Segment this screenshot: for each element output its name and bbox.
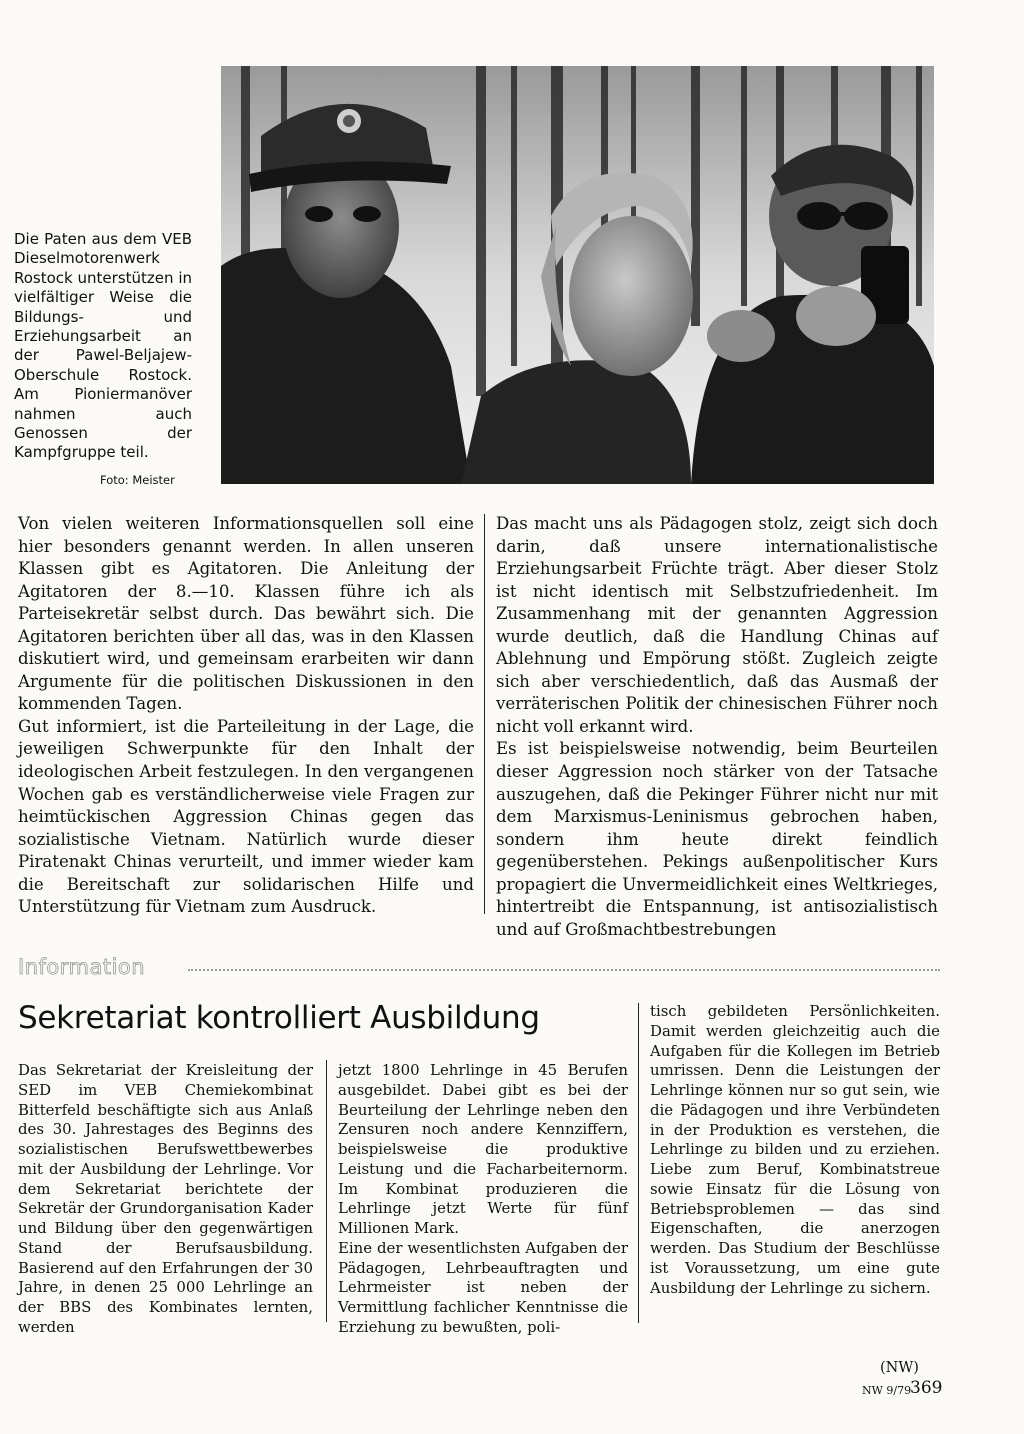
article1-column-2 <box>496 513 938 941</box>
photo-pioneer-maneuver <box>221 66 934 484</box>
article1-column-1 <box>18 513 474 919</box>
article2-paragraph: Das Sekretariat der Kreisleitung der SED im VEB Chemiekombinat Bitterfeld beschäftigte sich aus Anlaß des 30. Jahrestages des Beginns des sozialistischen Berufswettbewerbes mit der Ausbildung der Lehrlinge. Vor dem Sekretariat berichtete der Sekretär der Grundorganisation Kader und Bildung über den gegenwärtigen Stand der Berufsausbildung. Basierend auf den Erfahrungen der 30 Jahre, in denen 25 000 Lehrlinge an der BBS des Kombinates lernten, werden <box>18 1061 313 1336</box>
section-label: Information <box>18 955 146 979</box>
article2-column-3 <box>650 1002 940 1298</box>
article2-column-2 <box>338 1061 628 1338</box>
issue-label: NW 9/79 <box>862 1384 912 1397</box>
section-rule <box>188 969 940 971</box>
photo-credit: Foto: Meister <box>100 473 175 487</box>
photo-illustration <box>221 66 934 484</box>
article2-signature: (NW) <box>880 1360 919 1376</box>
photo-caption: Die Paten aus dem VEB Dieselmotorenwerk Rostock unterstützen in vielfältiger Weise die Bildungs- und Erziehungsarbeit an der Pawel-Beljajew-Oberschule Rostock. Am Pioniermanöver nahmen auch Genossen der Kampfgruppe teil. <box>14 230 192 462</box>
article2-column-1 <box>18 1061 313 1338</box>
page-number: 369 <box>910 1378 943 1398</box>
article2-paragraph: tisch gebildeten Persönlichkeiten. Damit werden gleichzeitig auch die Aufgaben für die Kollegen im Betrieb umrissen. Denn die Leistungen der Lehrlinge können nur so gut sein, wie die Pädagogen und ihre Verbündeten in der Produktion es verstehen, die Lehrlinge zu bilden und zu erziehen. Liebe zum Beruf, Kombinatstreue sowie Einsatz für die Lösung von Betriebsproblemen — das sind Eigenschaften, die anerzogen werden. Das Studium der Beschlüsse ist Voraussetzung, um eine gute Ausbildung der Lehrlinge zu sichern. <box>650 1002 940 1297</box>
article1-paragraph: Es ist beispielsweise notwendig, beim Beurteilen dieser Aggression noch stärker von der Tatsache auszugehen, daß die Pekinger Führer nicht nur mit dem Marxismus-Leninismus gebrochen haben, sondern ihm heute direkt feindlich gegenüberstehen. Pekings außenpolitischer Kurs propagiert die Unvermeidlichkeit eines Weltkrieges, hintertreibt die Entspannung, ist antisozialistisch und auf Großmachtbestrebungen <box>496 739 938 939</box>
column-divider <box>484 514 485 914</box>
column-divider <box>326 1060 327 1322</box>
article2-headline: Sekretariat kontrolliert Ausbildung <box>18 1000 540 1036</box>
article2-paragraph: Eine der wesentlichsten Aufgaben der Pädagogen, Lehrbeauftragten und Lehrmeister ist neben der Vermittlung fachlicher Kenntnisse die Erziehung zu bewußten, poli- <box>338 1238 628 1336</box>
article1-paragraph: Das macht uns als Pädagogen stolz, zeigt sich doch darin, daß unsere internationalistische Erziehungsarbeit Früchte trägt. Aber dieser Stolz ist nicht identisch mit Selbstzufriedenheit. Im Zusammenhang mit der genannten Aggression wurde deutlich, daß die Handlung Chinas auf Ablehnung und Empörung stößt. Zugleich zeigte sich aber verschiedentlich, daß das Ausmaß der verräterischen Politik der chinesischen Führer noch nicht voll erkannt wird. <box>496 514 938 736</box>
article1-paragraph: Gut informiert, ist die Parteileitung in der Lage, die jeweiligen Schwerpunkte für den Inhalt der ideologischen Arbeit festzulegen. In den vergangenen Wochen gab es verständlicherweise viele Fragen zur heimtückischen Aggression Chinas gegen das sozialistische Vietnam. Natürlich wurde dieser Piratenakt Chinas verurteilt, und immer wieder kam die Bereitschaft zur solidarischen Hilfe und Unterstützung für Vietnam zum Ausdruck. <box>18 716 474 917</box>
column-divider <box>638 1003 639 1323</box>
article1-paragraph: Von vielen weiteren Informationsquellen soll eine hier besonders genannt werden. In allen unseren Klassen gibt es Agitatoren. Die Anleitung der Agitatoren der 8.—10. Klassen führe ich als Parteisekretär selbst durch. Das bewährt sich. Die Agitatoren berichten über all das, was in den Klassen diskutiert wird, und gemeinsam erarbeiten wir dann Argumente für die politischen Diskussionen in den kommenden Tagen. <box>18 514 474 714</box>
article2-paragraph: jetzt 1800 Lehrlinge in 45 Berufen ausgebildet. Dabei gibt es bei der Beurteilung der Lehrlinge neben den Zensuren noch andere Kennziffern, beispielsweise die produktive Leistung und die Facharbeiternorm. Im Kombinat produzieren die Lehrlinge jetzt Werte für fünf Millionen Mark. <box>338 1061 628 1237</box>
